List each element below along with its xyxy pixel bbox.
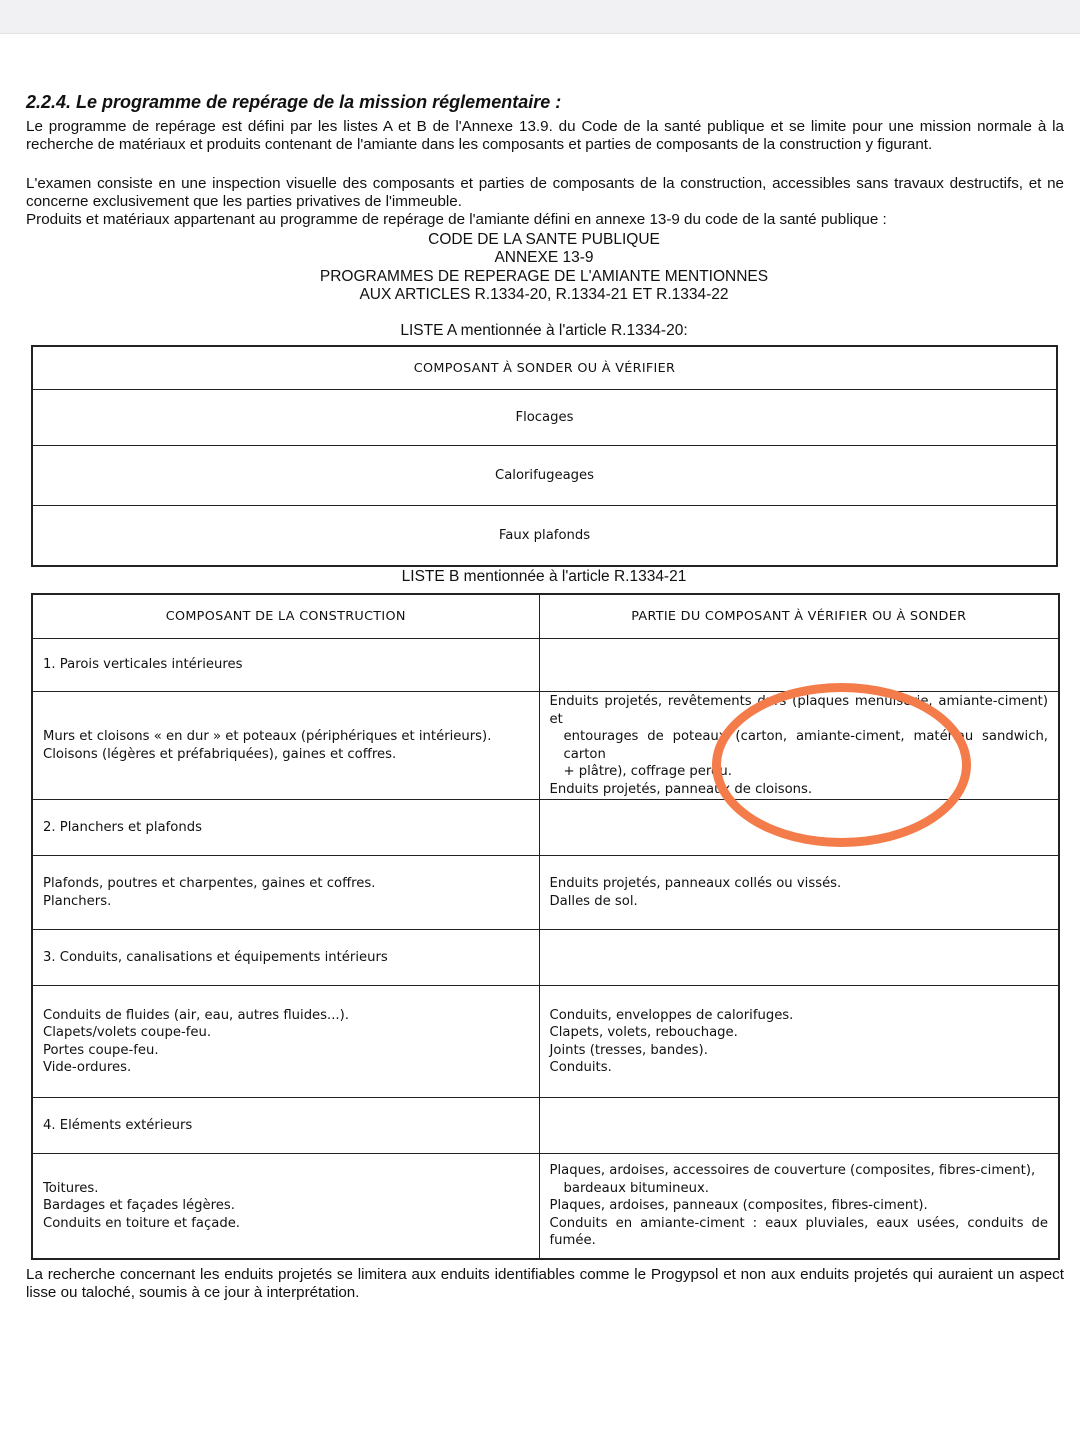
section-title: 2.2.4. Le programme de repérage de la mission réglementaire : (26, 92, 562, 112)
list-a-header: COMPOSANT À SONDER OU À VÉRIFIER (32, 346, 1057, 390)
section-title-cell: 1. Parois verticales intérieures (32, 639, 539, 692)
component-cell: Plafonds, poutres et charpentes, gaines et coffres. Planchers. (32, 856, 539, 930)
part-cell: Enduits projetés, panneaux collés ou vissés. Dalles de sol. (539, 856, 1059, 930)
heading-programmes: PROGRAMMES DE REPERAGE DE L'AMIANTE MENTIONNES (319, 268, 769, 285)
component-cell: Murs et cloisons « en dur » et poteaux (périphériques et intérieurs). Cloisons (légères et préfabriquées), gaines et coffres. (32, 692, 539, 800)
part-cell: Plaques, ardoises, accessoires de couverture (composites, fibres-ciment), bardeaux bitumineux. Plaques, ardoises, panneaux (composites, fibres-ciment). Conduits en amiante-ciment : eaux pluviales, eaux usées, conduits de fumée. (539, 1154, 1059, 1259)
component-cell: Toitures. Bardages et façades légères. Conduits en toiture et façade. (32, 1154, 539, 1259)
part-cell: Conduits, enveloppes de calorifuges. Clapets, volets, rebouchage. Joints (tresses, bandes). Conduits. (539, 986, 1059, 1098)
list-a-row: Faux plafonds (32, 506, 1057, 567)
paragraph-scope: Le programme de repérage est défini par les listes A et B de l'Annexe 13.9. du Code de la santé publique et se limite pour une mission normale à la recherche de matériaux et produits contenant de l'amiante dans les composants et parties de composants de la construction y figurant. (26, 118, 1064, 153)
list-a-row: Calorifugeages (32, 446, 1057, 506)
part-cell: Enduits projetés, revêtements durs (plaques menuiserie, amiante-ciment) et entourages de poteaux (carton, amiante-ciment, matériau sandwich, carton + plâtre), coffrage perdu. Enduits projetés, panneaux de cloisons. (539, 692, 1059, 800)
heading-articles: AUX ARTICLES R.1334-20, R.1334-21 ET R.1334-22 (359, 286, 729, 303)
empty-cell (539, 639, 1059, 692)
list-a-row: Flocages (32, 390, 1057, 446)
section-title-cell: 4. Eléments extérieurs (32, 1098, 539, 1154)
paragraph-examination: L'examen consiste en une inspection visuelle des composants et parties de composants de la construction, accessibles sans travaux destructifs, et ne concerne exclusivement que les parties privatives de l'immeuble. (26, 175, 1064, 210)
section-title-cell: 3. Conduits, canalisations et équipements intérieurs (32, 930, 539, 986)
list-b-caption: LISTE B mentionnée à l'article R.1334-21 (401, 568, 687, 585)
paragraph-products: Produits et matériaux appartenant au programme de repérage de l'amiante défini en annexe 13-9 du code de la santé publique : (26, 211, 887, 228)
list-a-caption: LISTE A mentionnée à l'article R.1334-20: (400, 322, 688, 339)
list-b-header-left: COMPOSANT DE LA CONSTRUCTION (32, 594, 539, 639)
heading-code: CODE DE LA SANTE PUBLIQUE (428, 231, 660, 248)
empty-cell (539, 930, 1059, 986)
viewer-top-bar (0, 0, 1080, 34)
list-a-table (31, 345, 1058, 567)
empty-cell (539, 1098, 1059, 1154)
footer-note: La recherche concernant les enduits projetés se limitera aux enduits identifiables comme le Progypsol et non aux enduits projetés qui auraient un aspect lisse ou taloché, soumis à ce jour à interprétation. (26, 1266, 1064, 1301)
annotation-circle (712, 683, 971, 847)
list-b-header-right: PARTIE DU COMPOSANT À VÉRIFIER OU À SONDER (539, 594, 1059, 639)
section-title-cell: 2. Planchers et plafonds (32, 800, 539, 856)
heading-annexe: ANNEXE 13-9 (494, 249, 594, 266)
component-cell: Conduits de fluides (air, eau, autres fluides...). Clapets/volets coupe-feu. Portes coupe-feu. Vide-ordures. (32, 986, 539, 1098)
